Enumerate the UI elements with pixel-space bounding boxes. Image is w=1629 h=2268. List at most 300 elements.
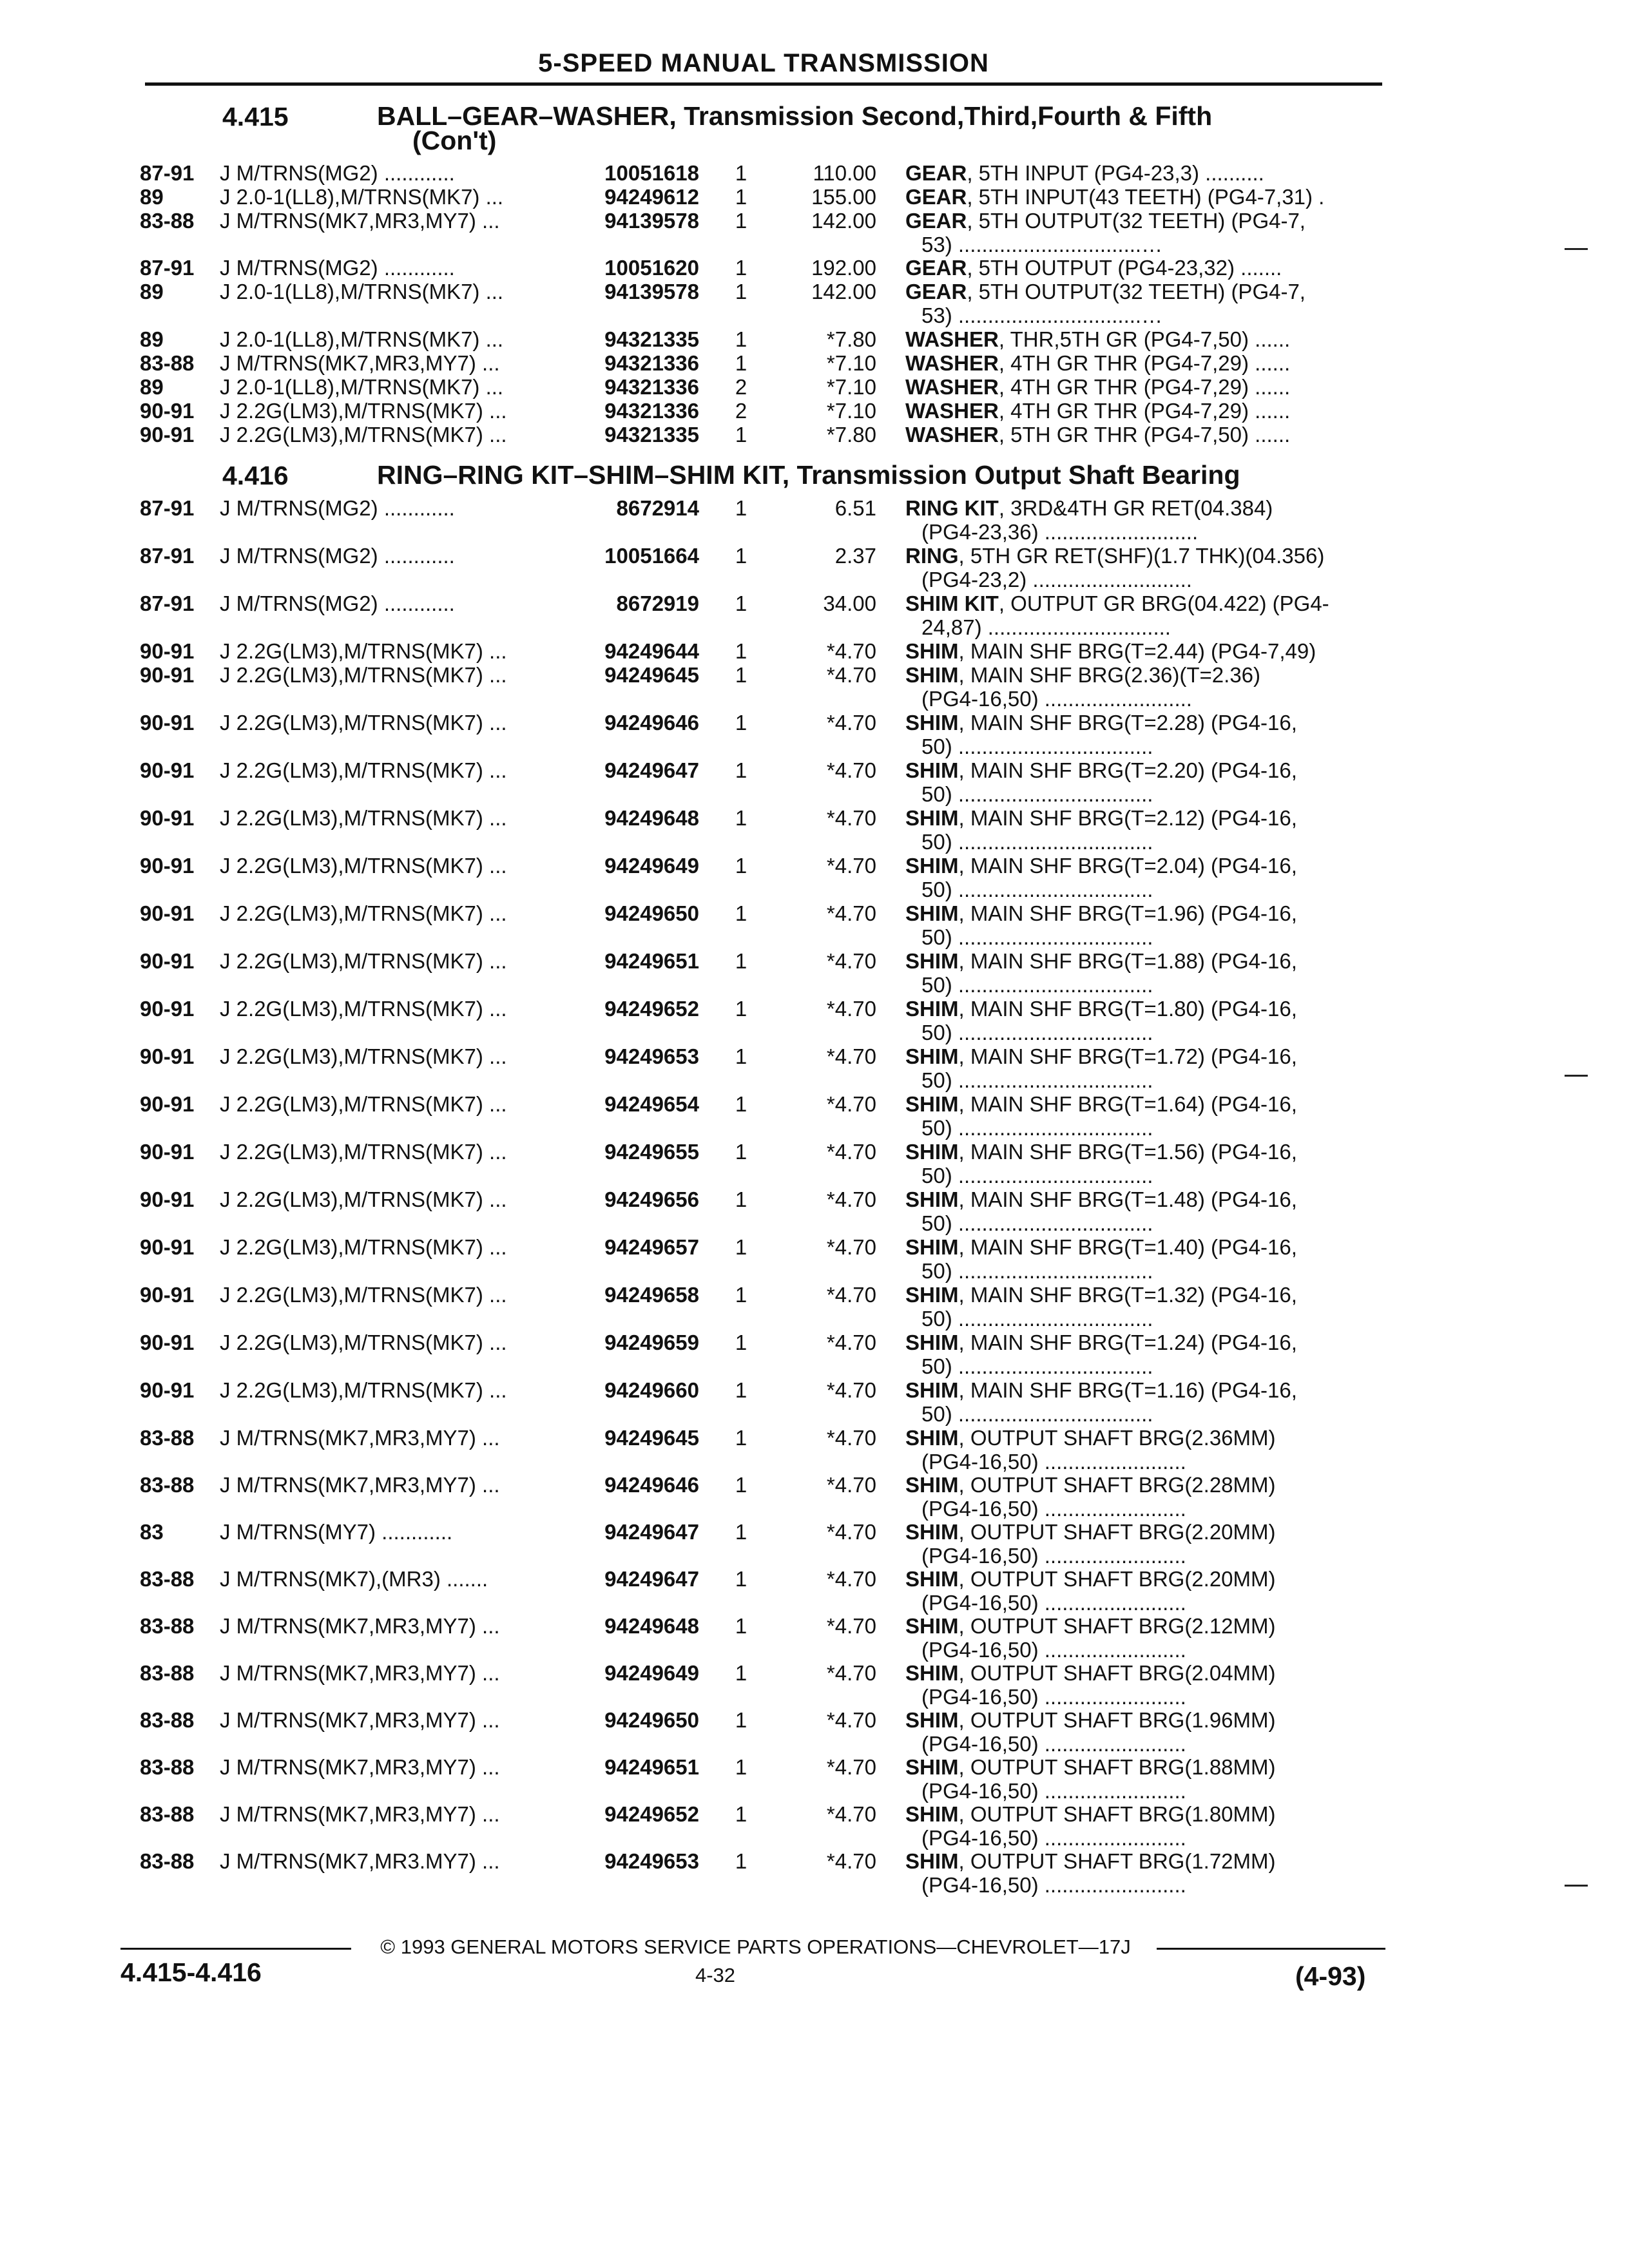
part-description: WASHER, 4TH GR THR (PG4-7,29) ...... — [905, 375, 1291, 399]
part-number: 94249659 — [604, 1331, 699, 1354]
price: 192.00 — [811, 256, 876, 280]
quantity: 1 — [735, 1614, 747, 1638]
part-name: WASHER — [905, 399, 999, 423]
quantity: 1 — [735, 591, 747, 615]
model-years: 87-91 — [140, 256, 195, 280]
part-number: 94249650 — [604, 1708, 699, 1732]
application: J M/TRNS(MK7,MR3,MY7) ... — [220, 209, 500, 233]
application: J 2.2G(LM3),M/TRNS(MK7) ... — [220, 949, 507, 973]
part-description: SHIM, MAIN SHF BRG(T=1.96) (PG4-16, — [905, 901, 1297, 925]
price: 155.00 — [811, 185, 876, 209]
part-description: SHIM, OUTPUT SHAFT BRG(1.96MM) — [905, 1708, 1276, 1732]
price: *4.70 — [826, 1849, 876, 1873]
model-years: 90-91 — [140, 423, 195, 447]
part-description: WASHER, THR,5TH GR (PG4-7,50) ...... — [905, 327, 1291, 351]
part-description: (PG4-23,36) .......................... — [921, 520, 1199, 544]
section-415-title: BALL–GEAR–WASHER, Transmission Second,Third,Fourth & Fifth — [377, 101, 1213, 131]
model-years: 90-91 — [140, 1378, 195, 1402]
footer-date-code: (4-93) — [1295, 1961, 1366, 1991]
price: *7.10 — [826, 375, 876, 399]
model-years: 90-91 — [140, 1283, 195, 1307]
part-name: SHIM — [905, 1755, 959, 1779]
application: J 2.2G(LM3),M/TRNS(MK7) ... — [220, 1187, 507, 1211]
part-description: SHIM, OUTPUT SHAFT BRG(2.04MM) — [905, 1661, 1276, 1685]
part-description: (PG4-23,2) ........................... — [921, 568, 1192, 591]
application: J 2.2G(LM3),M/TRNS(MK7) ... — [220, 1331, 507, 1354]
application: J M/TRNS(MK7,MR3,MY7) ... — [220, 1661, 500, 1685]
part-number: 8672919 — [616, 591, 699, 615]
part-number: 94249647 — [604, 1567, 699, 1591]
price: 6.51 — [834, 496, 876, 520]
part-number: 94139578 — [604, 280, 699, 303]
part-description: SHIM, OUTPUT SHAFT BRG(2.36MM) — [905, 1426, 1276, 1450]
application: J 2.2G(LM3),M/TRNS(MK7) ... — [220, 901, 507, 925]
price: *4.70 — [826, 1187, 876, 1211]
price: *7.80 — [826, 423, 876, 447]
application: J M/TRNS(MG2) ............ — [220, 591, 455, 615]
part-description: SHIM, MAIN SHF BRG(T=2.44) (PG4-7,49) — [905, 639, 1316, 663]
part-name: SHIM — [905, 1426, 959, 1450]
part-description: SHIM KIT, OUTPUT GR BRG(04.422) (PG4- — [905, 591, 1329, 615]
price: *4.70 — [826, 949, 876, 973]
quantity: 1 — [735, 1235, 747, 1259]
part-name: SHIM — [905, 758, 959, 782]
part-name: GEAR — [905, 161, 967, 185]
application: J 2.0-1(LL8),M/TRNS(MK7) ... — [220, 280, 504, 303]
price: *4.70 — [826, 1520, 876, 1544]
quantity: 2 — [735, 399, 747, 423]
part-name: SHIM — [905, 1187, 959, 1211]
application: J 2.0-1(LL8),M/TRNS(MK7) ... — [220, 375, 504, 399]
application: J 2.2G(LM3),M/TRNS(MK7) ... — [220, 423, 507, 447]
quantity: 1 — [735, 1849, 747, 1873]
quantity: 1 — [735, 351, 747, 375]
quantity: 1 — [735, 949, 747, 973]
part-number: 94321336 — [604, 399, 699, 423]
application: J 2.2G(LM3),M/TRNS(MK7) ... — [220, 1092, 507, 1116]
price: *4.70 — [826, 711, 876, 735]
part-name: SHIM — [905, 663, 959, 687]
model-years: 90-91 — [140, 1044, 195, 1068]
part-description: GEAR, 5TH INPUT(43 TEETH) (PG4-7,31) . — [905, 185, 1325, 209]
section-416-title: RING–RING KIT–SHIM–SHIM KIT, Transmission Output Shaft Bearing — [377, 460, 1240, 490]
application: J M/TRNS(MK7,MR3,MY7) ... — [220, 1802, 500, 1826]
model-years: 90-91 — [140, 901, 195, 925]
price: 142.00 — [811, 209, 876, 233]
quantity: 1 — [735, 496, 747, 520]
part-number: 94249648 — [604, 806, 699, 830]
part-name: SHIM — [905, 1802, 959, 1826]
part-description: (PG4-16,50) ........................ — [921, 1450, 1186, 1474]
part-description: (PG4-16,50) ........................ — [921, 1638, 1186, 1662]
application: J 2.2G(LM3),M/TRNS(MK7) ... — [220, 758, 507, 782]
part-description: SHIM, OUTPUT SHAFT BRG(2.20MM) — [905, 1520, 1276, 1544]
part-name: SHIM — [905, 1849, 959, 1873]
price: *4.70 — [826, 639, 876, 663]
part-description: (PG4-16,50) ........................ — [921, 1779, 1186, 1803]
application: J M/TRNS(MK7,MR3,MY7) ... — [220, 351, 500, 375]
part-name: WASHER — [905, 327, 999, 351]
part-name: GEAR — [905, 185, 967, 209]
application: J M/TRNS(MK7,MR3.MY7) ... — [220, 1849, 500, 1873]
model-years: 83-88 — [140, 209, 195, 233]
model-years: 90-91 — [140, 997, 195, 1021]
model-years: 90-91 — [140, 399, 195, 423]
part-number: 94249658 — [604, 1283, 699, 1307]
part-description: 50) ................................. — [921, 925, 1153, 949]
application: J 2.0-1(LL8),M/TRNS(MK7) ... — [220, 185, 504, 209]
section-416-number: 4.416 — [222, 461, 289, 490]
model-years: 83-88 — [140, 1802, 195, 1826]
part-description: SHIM, MAIN SHF BRG(T=1.88) (PG4-16, — [905, 949, 1297, 973]
price: *4.70 — [826, 1661, 876, 1685]
model-years: 89 — [140, 280, 164, 303]
model-years: 83-88 — [140, 1708, 195, 1732]
price: 34.00 — [823, 591, 876, 615]
part-description: SHIM, MAIN SHF BRG(T=2.28) (PG4-16, — [905, 711, 1297, 735]
part-name: SHIM — [905, 1331, 959, 1354]
model-years: 90-91 — [140, 1187, 195, 1211]
price: *4.70 — [826, 1802, 876, 1826]
part-description: SHIM, MAIN SHF BRG(T=2.20) (PG4-16, — [905, 758, 1297, 782]
part-description: WASHER, 4TH GR THR (PG4-7,29) ...... — [905, 351, 1291, 375]
part-number: 94139578 — [604, 209, 699, 233]
model-years: 90-91 — [140, 711, 195, 735]
price: *4.70 — [826, 1378, 876, 1402]
model-years: 83-88 — [140, 1661, 195, 1685]
part-number: 94249645 — [604, 1426, 699, 1450]
part-description: 50) ................................. — [921, 735, 1153, 758]
part-name: SHIM — [905, 1614, 959, 1638]
price: *4.70 — [826, 1283, 876, 1307]
part-description: SHIM, MAIN SHF BRG(T=1.32) (PG4-16, — [905, 1283, 1297, 1307]
model-years: 83-88 — [140, 1614, 195, 1638]
part-description: 50) ................................. — [921, 782, 1153, 806]
part-name: SHIM — [905, 1378, 959, 1402]
application: J 2.2G(LM3),M/TRNS(MK7) ... — [220, 711, 507, 735]
application: J 2.2G(LM3),M/TRNS(MK7) ... — [220, 1235, 507, 1259]
part-description: (PG4-16,50) ........................ — [921, 1685, 1186, 1709]
quantity: 1 — [735, 280, 747, 303]
quantity: 1 — [735, 423, 747, 447]
application: J 2.2G(LM3),M/TRNS(MK7) ... — [220, 997, 507, 1021]
part-number: 94249612 — [604, 185, 699, 209]
model-years: 83-88 — [140, 351, 195, 375]
part-description: WASHER, 5TH GR THR (PG4-7,50) ...... — [905, 423, 1291, 447]
model-years: 90-91 — [140, 1092, 195, 1116]
price: 2.37 — [834, 544, 876, 568]
part-number: 94321336 — [604, 351, 699, 375]
part-name: SHIM — [905, 1473, 959, 1497]
part-description: RING KIT, 3RD&4TH GR RET(04.384) — [905, 496, 1273, 520]
application: J 2.2G(LM3),M/TRNS(MK7) ... — [220, 399, 507, 423]
part-description: SHIM, MAIN SHF BRG(T=1.40) (PG4-16, — [905, 1235, 1297, 1259]
quantity: 1 — [735, 1283, 747, 1307]
footer-copyright: © 1993 GENERAL MOTORS SERVICE PARTS OPERATIONS—CHEVROLET—17J — [380, 1936, 1131, 1958]
part-number: 94249650 — [604, 901, 699, 925]
part-number: 94321336 — [604, 375, 699, 399]
quantity: 1 — [735, 1473, 747, 1497]
part-description: SHIM, MAIN SHF BRG(T=2.12) (PG4-16, — [905, 806, 1297, 830]
application: J M/TRNS(MG2) ............ — [220, 161, 455, 185]
part-name: SHIM — [905, 1661, 959, 1685]
part-name: SHIM — [905, 711, 959, 735]
part-name: SHIM — [905, 1520, 959, 1544]
price: *7.10 — [826, 351, 876, 375]
application: J 2.2G(LM3),M/TRNS(MK7) ... — [220, 1283, 507, 1307]
part-name: SHIM — [905, 997, 959, 1021]
part-name: SHIM — [905, 854, 959, 878]
part-name: SHIM — [905, 1140, 959, 1164]
part-number: 94249644 — [604, 639, 699, 663]
part-description: 50) ................................. — [921, 1116, 1153, 1140]
price: *4.70 — [826, 1331, 876, 1354]
part-description: 53) ...............................… — [921, 233, 1163, 256]
part-description: SHIM, OUTPUT SHAFT BRG(2.12MM) — [905, 1614, 1276, 1638]
part-description: (PG4-16,50) ........................ — [921, 1544, 1186, 1568]
part-name: SHIM — [905, 1044, 959, 1068]
model-years: 83-88 — [140, 1849, 195, 1873]
application: J M/TRNS(MK7,MR3,MY7) ... — [220, 1755, 500, 1779]
part-number: 94249656 — [604, 1187, 699, 1211]
quantity: 1 — [735, 1520, 747, 1544]
model-years: 90-91 — [140, 1235, 195, 1259]
part-number: 10051620 — [604, 256, 699, 280]
part-description: 50) ................................. — [921, 1164, 1153, 1187]
price: *4.70 — [826, 1235, 876, 1259]
part-description: RING, 5TH GR RET(SHF)(1.7 THK)(04.356) — [905, 544, 1325, 568]
quantity: 1 — [735, 997, 747, 1021]
part-name: SHIM — [905, 1092, 959, 1116]
price: *4.70 — [826, 1567, 876, 1591]
part-description: SHIM, OUTPUT SHAFT BRG(2.20MM) — [905, 1567, 1276, 1591]
part-number: 94321335 — [604, 327, 699, 351]
part-description: WASHER, 4TH GR THR (PG4-7,29) ...... — [905, 399, 1291, 423]
application: J 2.2G(LM3),M/TRNS(MK7) ... — [220, 1140, 507, 1164]
footer-rule-right — [1157, 1948, 1385, 1950]
part-description: 53) ...............................… — [921, 303, 1163, 327]
model-years: 90-91 — [140, 663, 195, 687]
part-name: GEAR — [905, 280, 967, 303]
part-description: (PG4-16,50) ........................ — [921, 1591, 1186, 1615]
part-description: GEAR, 5TH OUTPUT (PG4-23,32) ....... — [905, 256, 1282, 280]
application: J M/TRNS(MY7) ............ — [220, 1520, 453, 1544]
quantity: 1 — [735, 1140, 747, 1164]
part-description: SHIM, OUTPUT SHAFT BRG(1.88MM) — [905, 1755, 1276, 1779]
part-number: 94321335 — [604, 423, 699, 447]
part-name: SHIM — [905, 1708, 959, 1732]
price: 110.00 — [813, 161, 876, 185]
model-years: 90-91 — [140, 639, 195, 663]
application: J M/TRNS(MK7),(MR3) ....... — [220, 1567, 488, 1591]
model-years: 87-91 — [140, 161, 195, 185]
quantity: 1 — [735, 854, 747, 878]
model-years: 90-91 — [140, 854, 195, 878]
part-name: RING KIT — [905, 496, 999, 520]
price: *4.70 — [826, 1426, 876, 1450]
application: J 2.2G(LM3),M/TRNS(MK7) ... — [220, 663, 507, 687]
quantity: 1 — [735, 1426, 747, 1450]
part-number: 8672914 — [616, 496, 699, 520]
header-rule — [145, 82, 1382, 86]
application: J M/TRNS(MK7,MR3,MY7) ... — [220, 1473, 500, 1497]
quantity: 1 — [735, 1708, 747, 1732]
price: *7.80 — [826, 327, 876, 351]
part-number: 94249653 — [604, 1849, 699, 1873]
margin-tick — [1565, 1075, 1588, 1077]
part-description: 50) ................................. — [921, 1068, 1153, 1092]
price: *4.70 — [826, 1614, 876, 1638]
price: *4.70 — [826, 1708, 876, 1732]
part-description: 50) ................................. — [921, 830, 1153, 854]
part-number: 94249652 — [604, 997, 699, 1021]
price: *7.10 — [826, 399, 876, 423]
part-name: SHIM — [905, 1283, 959, 1307]
part-number: 94249653 — [604, 1044, 699, 1068]
quantity: 1 — [735, 209, 747, 233]
quantity: 1 — [735, 1378, 747, 1402]
price: *4.70 — [826, 997, 876, 1021]
quantity: 2 — [735, 375, 747, 399]
part-number: 94249647 — [604, 758, 699, 782]
price: *4.70 — [826, 1755, 876, 1779]
model-years: 89 — [140, 375, 164, 399]
part-name: WASHER — [905, 423, 999, 447]
model-years: 89 — [140, 327, 164, 351]
model-years: 83-88 — [140, 1755, 195, 1779]
quantity: 1 — [735, 1092, 747, 1116]
part-description: SHIM, MAIN SHF BRG(T=1.48) (PG4-16, — [905, 1187, 1297, 1211]
price: *4.70 — [826, 1092, 876, 1116]
part-description: (PG4-16,50) ........................ — [921, 1732, 1186, 1756]
quantity: 1 — [735, 639, 747, 663]
part-number: 94249654 — [604, 1092, 699, 1116]
part-description: 50) ................................. — [921, 1021, 1153, 1044]
application: J 2.0-1(LL8),M/TRNS(MK7) ... — [220, 327, 504, 351]
model-years: 83-88 — [140, 1567, 195, 1591]
part-number: 94249657 — [604, 1235, 699, 1259]
model-years: 83 — [140, 1520, 164, 1544]
part-description: (PG4-16,50) ........................ — [921, 1873, 1186, 1897]
part-description: (PG4-16,50) ......................... — [921, 687, 1192, 711]
part-description: SHIM, OUTPUT SHAFT BRG(1.72MM) — [905, 1849, 1276, 1873]
price: *4.70 — [826, 758, 876, 782]
margin-tick — [1565, 1885, 1588, 1887]
price: *4.70 — [826, 854, 876, 878]
model-years: 90-91 — [140, 1140, 195, 1164]
part-description: SHIM, MAIN SHF BRG(T=1.24) (PG4-16, — [905, 1331, 1297, 1354]
price: *4.70 — [826, 901, 876, 925]
quantity: 1 — [735, 327, 747, 351]
price: *4.70 — [826, 663, 876, 687]
price: 142.00 — [811, 280, 876, 303]
part-number: 94249646 — [604, 1473, 699, 1497]
part-description: SHIM, OUTPUT SHAFT BRG(1.80MM) — [905, 1802, 1276, 1826]
margin-tick — [1565, 248, 1588, 250]
quantity: 1 — [735, 758, 747, 782]
quantity: 1 — [735, 1661, 747, 1685]
quantity: 1 — [735, 806, 747, 830]
part-name: SHIM — [905, 949, 959, 973]
quantity: 1 — [735, 901, 747, 925]
quantity: 1 — [735, 1187, 747, 1211]
quantity: 1 — [735, 663, 747, 687]
model-years: 89 — [140, 185, 164, 209]
application: J 2.2G(LM3),M/TRNS(MK7) ... — [220, 806, 507, 830]
part-name: WASHER — [905, 375, 999, 399]
application: J M/TRNS(MK7,MR3,MY7) ... — [220, 1426, 500, 1450]
quantity: 1 — [735, 161, 747, 185]
part-description: SHIM, MAIN SHF BRG(T=1.72) (PG4-16, — [905, 1044, 1297, 1068]
part-number: 94249655 — [604, 1140, 699, 1164]
part-description: 50) ................................. — [921, 1259, 1153, 1283]
application: J 2.2G(LM3),M/TRNS(MK7) ... — [220, 639, 507, 663]
application: J M/TRNS(MK7,MR3,MY7) ... — [220, 1708, 500, 1732]
quantity: 1 — [735, 711, 747, 735]
part-description: SHIM, MAIN SHF BRG(T=1.56) (PG4-16, — [905, 1140, 1297, 1164]
part-description: GEAR, 5TH INPUT (PG4-23,3) .......... — [905, 161, 1264, 185]
quantity: 1 — [735, 544, 747, 568]
part-number: 94249660 — [604, 1378, 699, 1402]
model-years: 90-91 — [140, 1331, 195, 1354]
part-description: SHIM, MAIN SHF BRG(T=2.04) (PG4-16, — [905, 854, 1297, 878]
part-description: 50) ................................. — [921, 878, 1153, 901]
part-description: SHIM, OUTPUT SHAFT BRG(2.28MM) — [905, 1473, 1276, 1497]
part-name: GEAR — [905, 256, 967, 280]
part-number: 94249651 — [604, 949, 699, 973]
part-number: 94249651 — [604, 1755, 699, 1779]
part-number: 94249645 — [604, 663, 699, 687]
footer-rule-left — [120, 1948, 351, 1950]
model-years: 87-91 — [140, 544, 195, 568]
price: *4.70 — [826, 806, 876, 830]
part-description: 24,87) ............................... — [921, 615, 1171, 639]
part-name: SHIM — [905, 1235, 959, 1259]
part-description: (PG4-16,50) ........................ — [921, 1497, 1186, 1521]
application: J M/TRNS(MG2) ............ — [220, 544, 455, 568]
part-name: SHIM — [905, 806, 959, 830]
part-number: 94249649 — [604, 854, 699, 878]
part-description: GEAR, 5TH OUTPUT(32 TEETH) (PG4-7, — [905, 209, 1306, 233]
page-header: 5-SPEED MANUAL TRANSMISSION — [538, 49, 989, 77]
part-number: 94249652 — [604, 1802, 699, 1826]
application: J 2.2G(LM3),M/TRNS(MK7) ... — [220, 1044, 507, 1068]
part-description: 50) ................................. — [921, 973, 1153, 997]
part-description: GEAR, 5TH OUTPUT(32 TEETH) (PG4-7, — [905, 280, 1306, 303]
part-description: 50) ................................. — [921, 1307, 1153, 1331]
model-years: 90-91 — [140, 949, 195, 973]
footer-page-number: 4-32 — [695, 1964, 736, 1986]
quantity: 1 — [735, 1755, 747, 1779]
application: J M/TRNS(MK7,MR3,MY7) ... — [220, 1614, 500, 1638]
model-years: 90-91 — [140, 758, 195, 782]
price: *4.70 — [826, 1044, 876, 1068]
part-name: SHIM — [905, 639, 959, 663]
part-description: (PG4-16,50) ........................ — [921, 1826, 1186, 1850]
part-number: 94249646 — [604, 711, 699, 735]
section-415-title-cont: (Con't) — [412, 126, 497, 155]
part-description: SHIM, MAIN SHF BRG(T=1.64) (PG4-16, — [905, 1092, 1297, 1116]
part-description: SHIM, MAIN SHF BRG(2.36)(T=2.36) — [905, 663, 1261, 687]
part-number: 94249649 — [604, 1661, 699, 1685]
model-years: 83-88 — [140, 1473, 195, 1497]
quantity: 1 — [735, 1802, 747, 1826]
model-years: 90-91 — [140, 806, 195, 830]
application: J M/TRNS(MG2) ............ — [220, 496, 455, 520]
part-description: SHIM, MAIN SHF BRG(T=1.16) (PG4-16, — [905, 1378, 1297, 1402]
price: *4.70 — [826, 1140, 876, 1164]
part-name: RING — [905, 544, 959, 568]
